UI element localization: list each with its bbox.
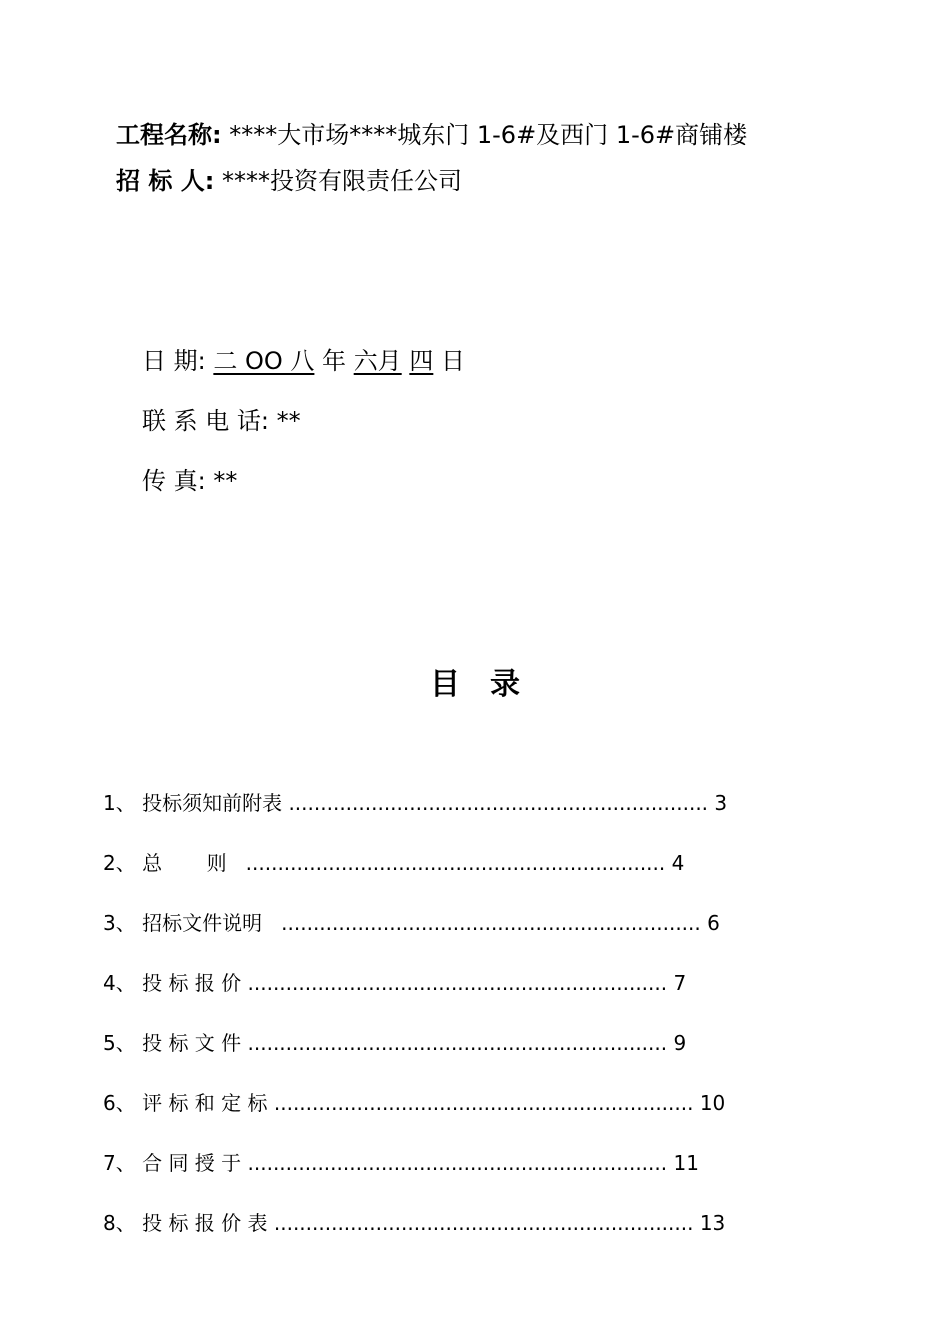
toc-leader-dots: .................................................................. [247,1151,668,1175]
date-year: 二 OO 八 [213,347,315,375]
toc-entry-page: 6 [707,911,720,935]
toc-leader-dots: .................................................................. [273,1211,694,1235]
toc-entry-6[interactable] [103,1087,725,1116]
fax-label: 传 真: [142,467,206,495]
date-label: 日 期: [142,347,206,375]
fax-value: ** [213,467,238,495]
toc-entry-label: 7、 合 同 授 于 [103,1151,248,1175]
toc-title: 目录 [430,667,550,702]
toc-entry-label: 2、 总 则 [103,851,246,875]
date-day-char: 日 [440,347,465,375]
toc-leader-dots: .................................................................. [245,851,666,875]
project-name-label: 工程名称: [116,121,222,149]
toc-leader-dots: .................................................................. [273,1091,694,1115]
toc-entry-page: 3 [714,791,728,815]
toc-leader-dots: .................................................................. [247,971,668,995]
toc-entry-page: 10 [699,1091,726,1115]
toc-entry-4[interactable] [103,967,686,996]
toc-entry-2[interactable] [103,847,684,876]
toc-entry-page: 13 [699,1211,726,1235]
toc-entry-page: 4 [671,851,685,875]
toc-entry-label: 3、 招标文件说明 [103,911,282,935]
bidder-value: ****投资有限责任公司 [221,167,462,195]
toc-entry-label: 5、 投 标 文 件 [103,1031,248,1055]
date-day: 四 [409,347,434,375]
toc-entry-label: 1、 投标须知前附表 [103,791,289,815]
toc-entry-7[interactable] [103,1147,699,1176]
toc-entry-label: 6、 评 标 和 定 标 [103,1091,274,1115]
toc-entry-3[interactable] [103,907,720,936]
toc-entry-page: 7 [673,971,687,995]
toc-leader-dots: .................................................................. [288,791,709,815]
toc-entry-label: 4、 投 标 报 价 [103,971,248,995]
toc-entry-label: 8、 投 标 报 价 表 [103,1211,274,1235]
phone-line [142,401,301,436]
phone-label: 联 系 电 话: [142,407,269,435]
fax-line [142,461,237,496]
toc-entry-5[interactable] [103,1027,686,1056]
toc-leader-dots: .................................................................. [247,1031,668,1055]
toc-entry-page: 11 [673,1151,699,1175]
toc-entry-8[interactable] [103,1207,725,1236]
project-name-value: ****大市场****城东门 1-6#及西门 1-6#商铺楼 [229,121,748,149]
bidder-label: 招 标 人: [116,167,215,195]
date-line [142,341,465,376]
phone-value: ** [276,407,301,435]
date-year-char: 年 [322,347,347,375]
project-name-line [116,115,747,150]
date-month: 六月 [353,347,402,375]
bidder-line [116,161,462,196]
toc-leader-dots: .................................................................. [281,911,701,935]
toc-entry-page: 9 [673,1031,687,1055]
toc-entry-1[interactable] [103,787,727,816]
